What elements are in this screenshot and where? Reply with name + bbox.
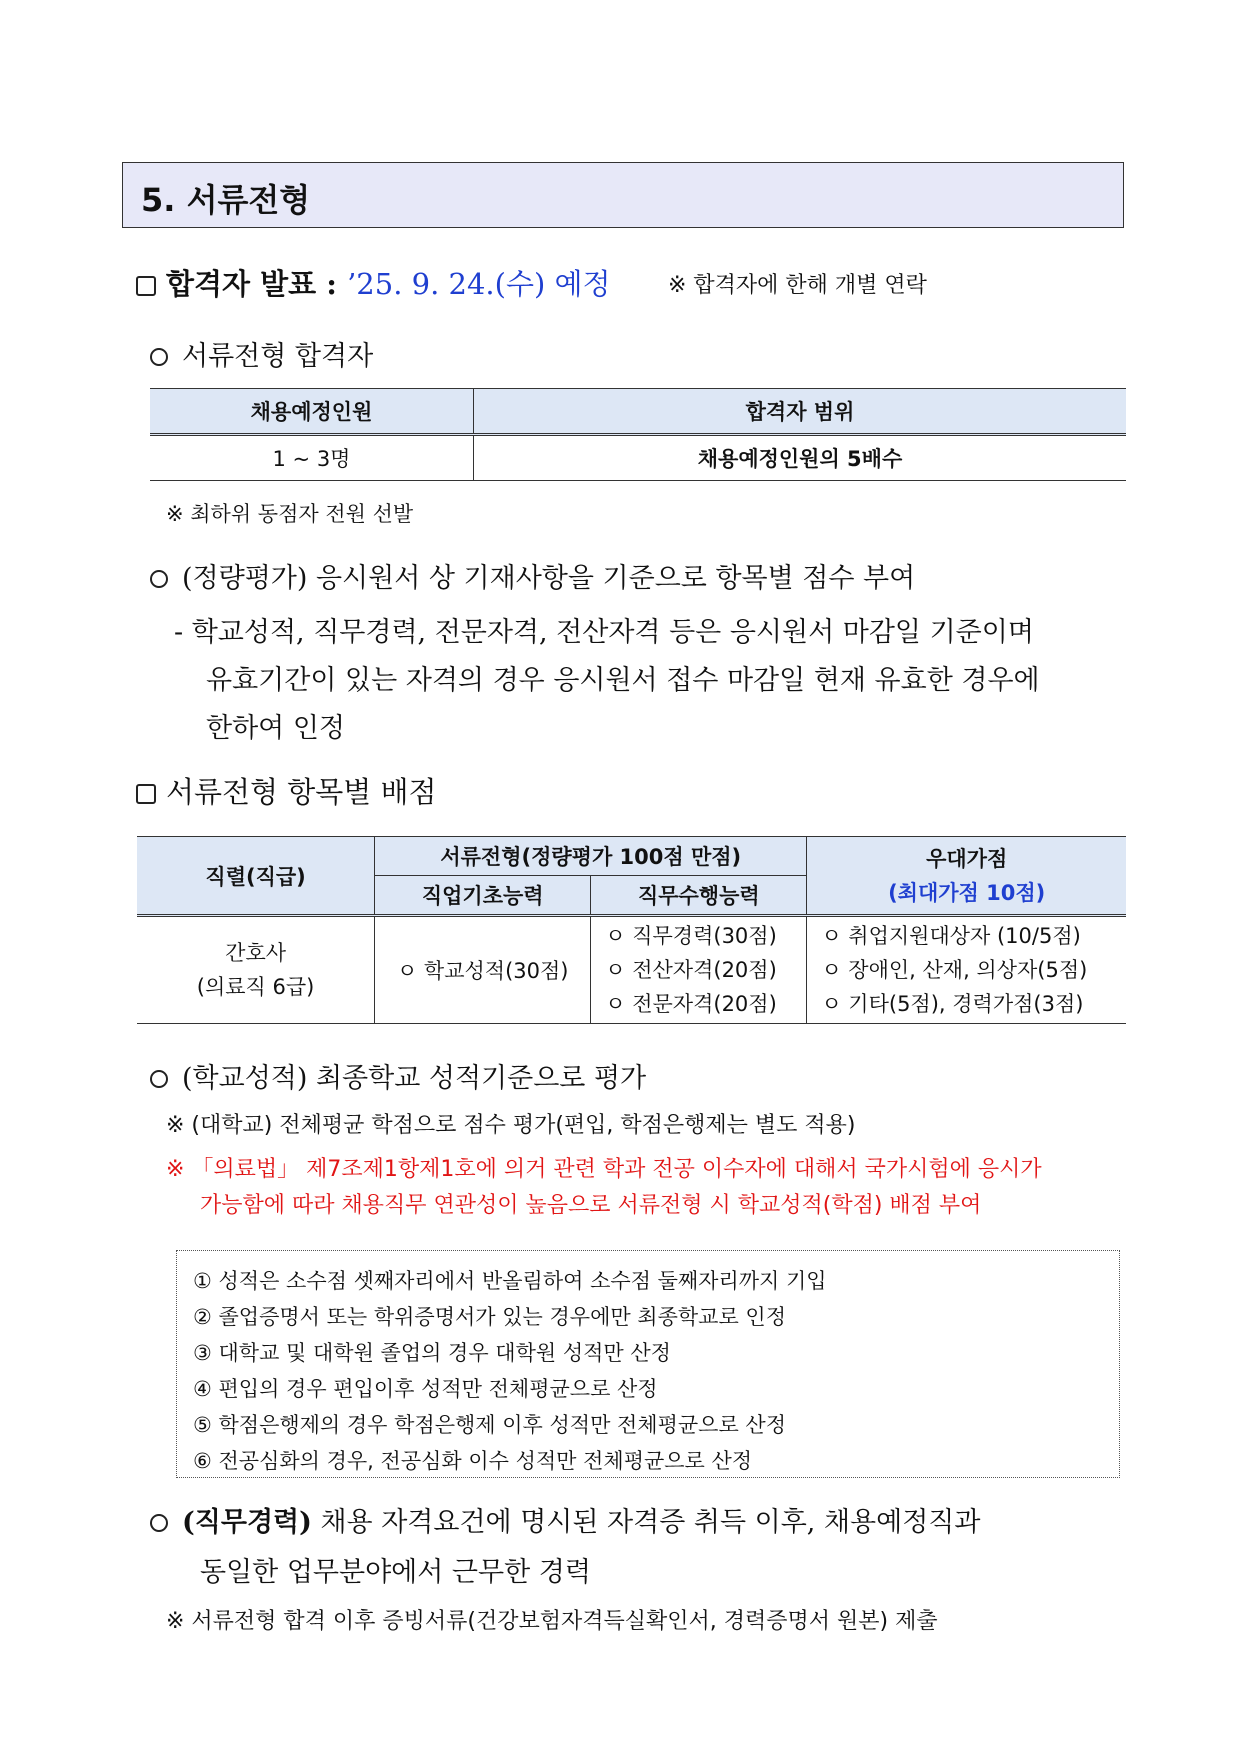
checkbox-square-icon [136,276,156,296]
rule-item: ④ 편입의 경우 편입이후 성적만 전체평균으로 산정 [193,1377,658,1401]
career-heading-2: 동일한 업무분야에서 근무한 경력 [200,1557,591,1588]
quant-detail-1: - 학교성적, 직무경력, 전문자격, 전산자격 등은 응시원서 마감일 기준이며 [174,617,1034,648]
career-heading-rest: 채용 자격요건에 명시된 자격증 취득 이후, 채용예정직과 [311,1507,981,1538]
bonus-header: 우대가점 [926,846,1008,871]
table-cell [591,916,807,1024]
scoring-table [137,836,1126,1024]
career-heading [150,1500,980,1539]
table-cell [137,916,375,1024]
table-cell: 채용예정인원의 5배수 [474,435,1127,481]
rank-line: (의료직 6급) [196,975,315,999]
quant-heading-text: (정량평가) 응시원서 상 기재사항을 기준으로 항목별 점수 부여 [182,563,916,594]
circle-bullet-icon [150,1514,168,1532]
table-header [807,837,1126,916]
career-note: ※ 서류전형 합격 이후 증빙서류(건강보험자격득실확인서, 경력증명서 원본) 제출 [166,1609,938,1634]
circle-bullet-icon [150,348,168,366]
checkbox-square-icon [136,784,156,804]
quant-detail-2: 유효기간이 있는 자격의 경우 응시원서 접수 마감일 현재 유효한 경우에 [206,665,1040,696]
rule-item: ⑥ 전공심화의 경우, 전공심화 이수 성적만 전체평균으로 산정 [193,1449,753,1473]
scoring-heading-text: 서류전형 항목별 배점 [166,775,437,809]
table-header: 채용예정인원 [150,389,474,435]
list-item: ㅇ 전산자격(20점) [605,958,777,982]
school-note-2a: ※ 「의료법」 제7조제1항제1호에 의거 관련 학과 전공 이수자에 대해서 국가시험에 응시가 [166,1157,1042,1182]
announce-label: 합격자 발표 : [166,267,348,301]
table-cell [807,916,1126,1024]
rules-box [176,1250,1120,1478]
announce-note: ※ 합격자에 한해 개별 연락 [668,273,927,298]
pass-heading [150,334,373,373]
table-header: 서류전형(정량평가 100점 만점) [375,837,807,876]
list-item: ㅇ 직무경력(30점) [605,924,777,948]
list-item: ㅇ 장애인, 산재, 의상자(5점) [821,958,1088,982]
pass-table [150,388,1126,481]
school-heading-text: (학교성적) 최종학교 성적기준으로 평가 [182,1063,647,1094]
rule-item: ⑤ 학점은행제의 경우 학점은행제 이후 성적만 전체평균으로 산정 [193,1413,786,1437]
quant-detail-3: 한하여 인정 [206,713,345,744]
school-note-1: ※ (대학교) 전체평균 학점으로 점수 평가(편입, 학점은행제는 별도 적용) [166,1113,856,1138]
pass-heading-text: 서류전형 합격자 [182,341,374,372]
section-title: 5. 서류전형 [141,181,311,219]
circle-bullet-icon [150,570,168,588]
circle-bullet-icon [150,1070,168,1088]
table-header: 직업기초능력 [375,876,591,916]
bonus-max-header: (최대가점 10점) [888,880,1046,905]
scoring-heading [136,770,437,811]
table-header: 직무수행능력 [591,876,807,916]
table-header: 직렬(직급) [137,837,375,916]
rule-item: ③ 대학교 및 대학원 졸업의 경우 대학원 성적만 산정 [193,1341,671,1365]
table-header: 합격자 범위 [474,389,1127,435]
table-cell: ㅇ 학교성적(30점) [375,916,591,1024]
list-item: ㅇ 기타(5점), 경력가점(3점) [821,992,1084,1016]
rule-item: ② 졸업증명서 또는 학위증명서가 있는 경우에만 최종학교로 인정 [193,1305,786,1329]
list-item: ㅇ 취업지원대상자 (10/5점) [821,924,1081,948]
list-item: ㅇ 전문자격(20점) [605,992,777,1016]
career-heading-bold: (직무경력) [182,1507,312,1538]
school-heading [150,1056,646,1095]
pass-note: ※ 최하위 동점자 전원 선발 [166,502,414,526]
rule-item: ① 성적은 소수점 셋째자리에서 반올림하여 소수점 둘째자리까지 기입 [193,1269,827,1293]
school-note-2b: 가능함에 따라 채용직무 연관성이 높음으로 서류전형 시 학교성적(학점) 배점 부여 [200,1193,982,1218]
announce-line [136,262,611,303]
section-header [122,162,1124,228]
quant-heading [150,556,915,595]
table-cell: 1 ~ 3명 [150,435,474,481]
announce-date: ’25. 9. 24.(수) 예정 [347,267,611,301]
rank-line: 간호사 [225,941,287,965]
